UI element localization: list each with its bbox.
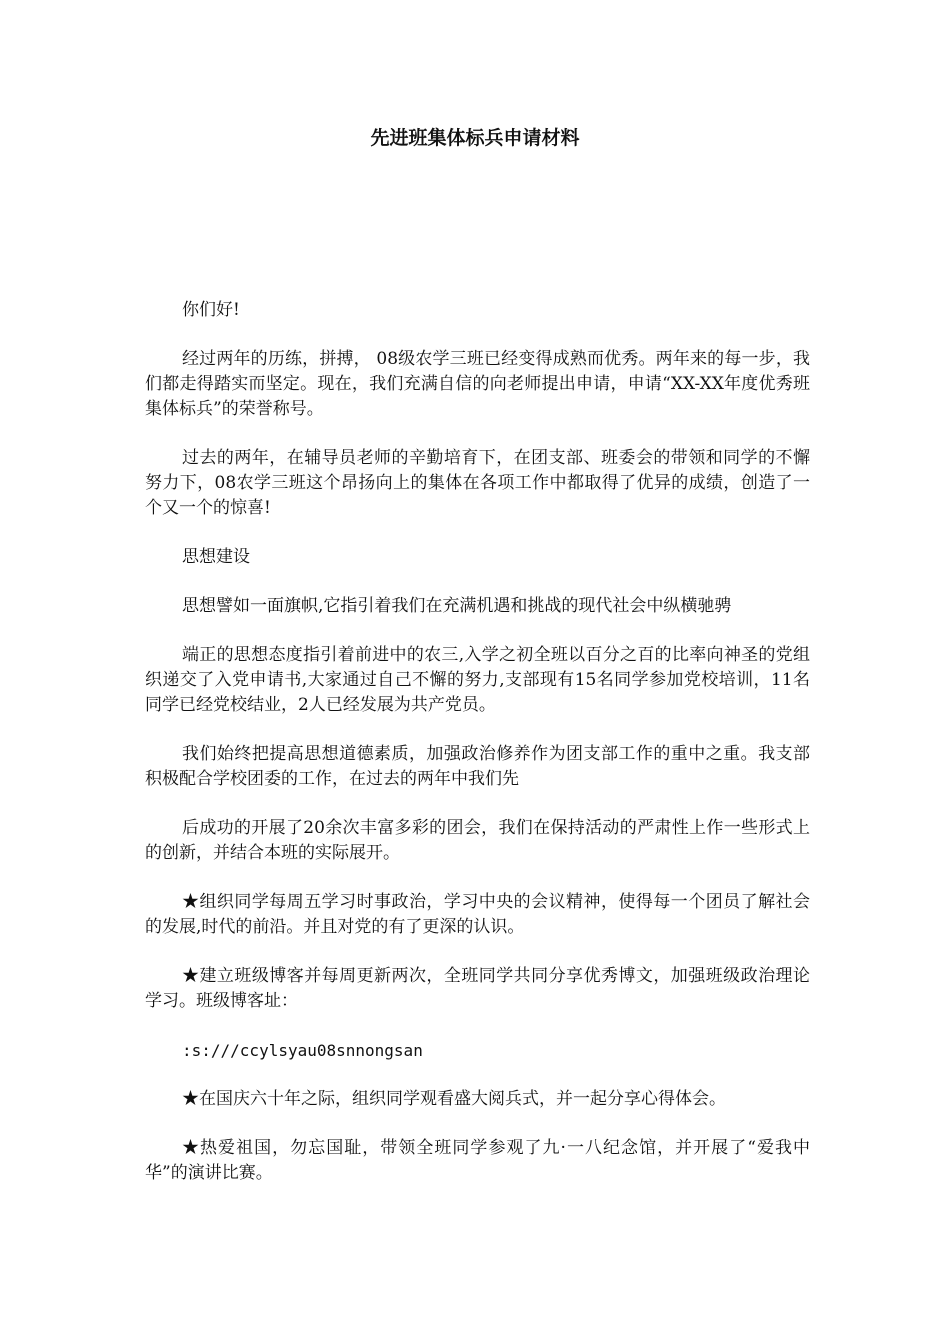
- greeting-paragraph: 你们好!: [182, 300, 240, 320]
- past-two-years-paragraph: 过去的两年，在辅导员老师的辛勤培育下，在团支部、班委会的带领和同学的不懈努力下，08农学三班这个昂扬向上的集体在各项工作中都取得了优异的成绩，创造了一个又一个的惊喜!: [145, 448, 810, 518]
- section-heading-ideology: 思想建设: [182, 547, 250, 567]
- document-title: 先进班集体标兵申请材料: [370, 127, 580, 149]
- bullet-class-blog: ★建立班级博客并每周更新两次，全班同学共同分享优秀博文，加强班级政治理论学习。班级博客址：: [145, 966, 810, 1011]
- document-body: [145, 298, 810, 1210]
- ideology-flag-paragraph: 思想譬如一面旗帜,它指引着我们在充满机遇和挑战的现代社会中纵横驰骋: [182, 596, 732, 616]
- bullet-memorial-visit: ★热爱祖国，勿忘国耻，带领全班同学参观了九·一八纪念馆，并开展了“爱我中华”的演讲比赛。: [145, 1138, 810, 1183]
- blog-address: :s:///ccylsyau08snnongsan: [182, 1041, 423, 1060]
- bullet-current-affairs: ★组织同学每周五学习时事政治，学习中央的会议精神，使得每一个团员了解社会的发展,时代的前沿。并且对党的有了更深的认识。: [145, 892, 810, 937]
- league-meetings-paragraph: 后成功的开展了20余次丰富多彩的团会，我们在保持活动的严肃性上作一些形式上的创新，并结合本班的实际展开。: [145, 818, 810, 863]
- bullet-national-day: ★在国庆六十年之际，组织同学观看盛大阅兵式，并一起分享心得体会。: [182, 1089, 726, 1109]
- intro-paragraph: 经过两年的历练，拼搏， 08级农学三班已经变得成熟而优秀。两年来的每一步，我们都走得踏实而坚定。现在，我们充满自信的向老师提出申请，申请“XX-XX年度优秀班集体标兵”的荣誉称号。: [145, 349, 810, 419]
- moral-quality-paragraph: 我们始终把提高思想道德素质，加强政治修养作为团支部工作的重中之重。我支部积极配合学校团委的工作，在过去的两年中我们先: [145, 744, 810, 789]
- party-application-paragraph: 端正的思想态度指引着前进中的农三,入学之初全班以百分之百的比率向神圣的党组织递交了入党申请书,大家通过自己不懈的努力,支部现有15名同学参加党校培训，11名同学已经党校结业，2人已经发展为共产党员。: [145, 645, 810, 715]
